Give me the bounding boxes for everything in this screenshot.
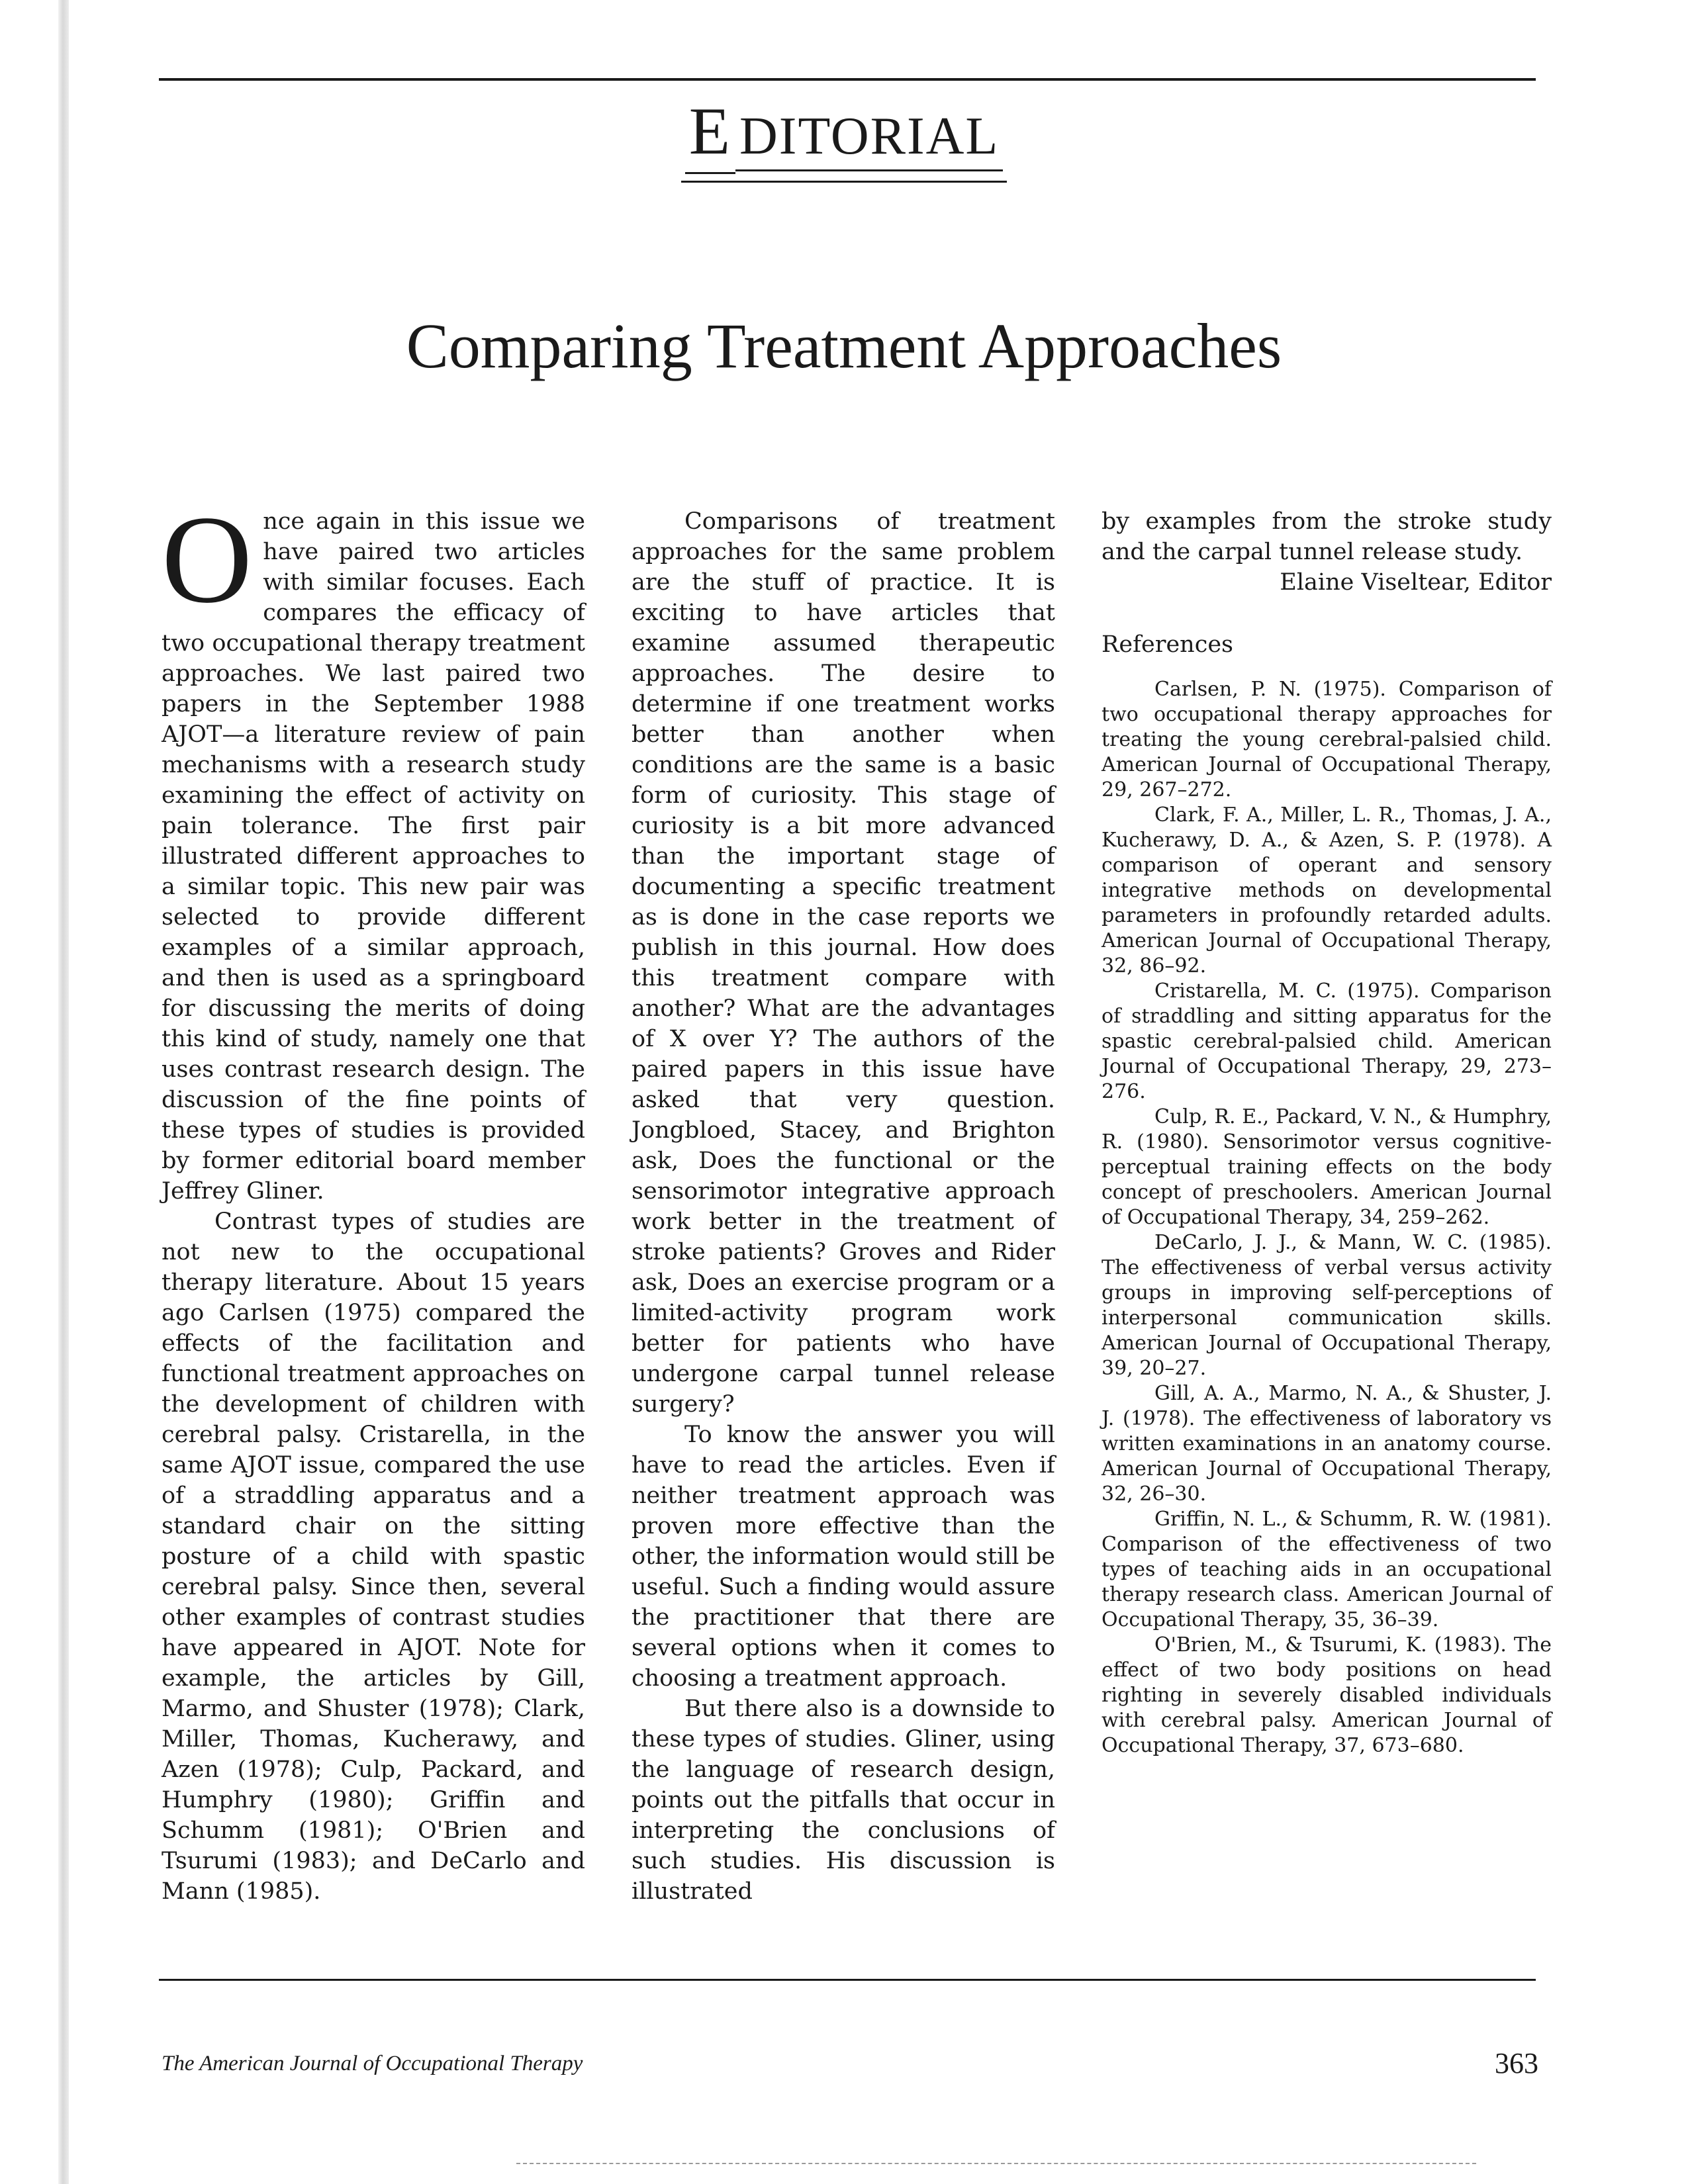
reference-item: Griffin, N. L., & Schumm, R. W. (1981). Comparison of the effectiveness of two types of teaching aids in an occupational therapy research class. American Journal of Occupational Therapy, 35, 36–39.: [1102, 1508, 1552, 1631]
section-heading-rest: DITORIAL: [735, 110, 1003, 171]
footer-rule: [159, 1979, 1536, 1981]
reference-item: DeCarlo, J. J., & Mann, W. C. (1985). The effectiveness of verbal versus activity groups in improving self-perceptions of interpersonal communication skills. American Journal of Occupational Therapy, 39, 20–27.: [1102, 1231, 1552, 1380]
reference-item: Cristarella, M. C. (1975). Comparison of straddling and sitting apparatus for the spastic cerebral-palsied child. American Journal of Occupational Therapy, 29, 273–276.: [1102, 979, 1552, 1103]
reference-item: Clark, F. A., Miller, L. R., Thomas, J. A., Kucherawy, D. A., & Azen, S. P. (1978). A comparison of operant and sensory integrative methods on developmental parameters in profoundly retarded adults. American Journal of Occupational Therapy, 32, 86–92.: [1102, 803, 1552, 978]
reference-item: Carlsen, P. N. (1975). Comparison of two occupational therapy approaches for treating the young cerebral-palsied child. American Journal of Occupational Therapy, 29, 267–272.: [1102, 678, 1552, 801]
reference-item: Gill, A. A., Marmo, N. A., & Shuster, J. J. (1978). The effectiveness of laboratory vs written examinations in an anatomy course. American Journal of Occupational Therapy, 32, 26–30.: [1102, 1382, 1552, 1506]
column-1-paragraph-2: Contrast types of studies are not new to the occupational therapy literature. About 15 years ago Carlsen (1975) compared the effects of the facilitation and functional treatment approaches on the development of children with cerebral palsy. Cristarella, in the same AJOT issue, compared the use of a straddling apparatus and a standard chair on the sitting posture of a child with spastic cerebral palsy. Since then, several other examples of contrast studies have appeared in AJOT. Note for example, the articles by Gill, Marmo, and Shuster (1978); Clark, Miller, Thomas, Kucherawy, and Azen (1978); Culp, Packard, and Humphry (1980); Griffin and Schumm (1981); O'Brien and Tsurumi (1983); and DeCarlo and Mann (1985).: [162, 1208, 585, 1905]
column-2: [632, 506, 1055, 1907]
article-title: Comparing Treatment Approaches: [406, 310, 1282, 381]
header-rule: [159, 78, 1536, 81]
column-3: [1102, 506, 1552, 1758]
scan-artifact: [516, 2163, 1476, 2164]
column-1-paragraph-1: [162, 490, 585, 1206]
section-heading-initial: E: [685, 98, 735, 174]
editor-signature: Elaine Viseltear, Editor: [1280, 569, 1552, 596]
column-1-paragraph-1-text: nce again in this issue we have paired two articles with similar focuses. Each compares the efficacy of two occupational therapy treatment approaches. We last paired two papers in the September 1988 AJOT—a literature review of pain mechanisms with a research study examining the effect of activity on pain tolerance. The first pair illustrated different approaches to a similar topic. This new pair was selected to provide different examples of a similar approach, and then is used as a springboard for discussing the merits of doing this kind of study, namely one that uses contrast research design. The discussion of the fine points of these types of studies is provided by former editorial board member Jeffrey Gliner.: [162, 508, 585, 1205]
reference-item: O'Brien, M., & Tsurumi, K. (1983). The effect of two body positions on head righting in severely disabled individuals with cerebral palsy. American Journal of Occupational Therapy, 37, 673–680.: [1102, 1633, 1552, 1757]
column-2-paragraph-2: To know the answer you will have to read the articles. Even if neither treatment approach was proven more effective than the other, the information would still be useful. Such a finding would assure the practitioner that there are several options when it comes to choosing a treatment approach.: [632, 1422, 1055, 1692]
page-number: 363: [1495, 2047, 1538, 2079]
column-2-paragraph-1: Comparisons of treatment approaches for the same problem are the stuff of practice. It is exciting to have articles that examine assumed therapeutic approaches. The desire to determine if one treatment works better than another when conditions are the same is a basic form of curiosity. This stage of curiosity is a bit more advanced than the important stage of documenting a specific treatment as is done in the case reports we publish in this journal. How does this treatment compare with another? What are the advantages of X over Y? The authors of the paired papers in this issue have asked that very question. Jongbloed, Stacey, and Brighton ask, Does the functional or the sensorimotor integrative approach work better in the treatment of stroke patients? Groves and Rider ask, Does an exercise program or a limited-activity program work better for patients who have undergone carpal tunnel release surgery?: [632, 508, 1055, 1418]
column-1: [162, 490, 585, 1907]
reference-item: Culp, R. E., Packard, V. N., & Humphry, R. (1980). Sensorimotor versus cognitive-perceptual training effects on the body concept of preschoolers. American Journal of Occupational Therapy, 34, 259–262.: [1102, 1105, 1552, 1229]
drop-cap: O: [162, 490, 253, 629]
column-3-paragraph-1: by examples from the stroke study and the carpal tunnel release study.: [1102, 508, 1552, 565]
references-heading: References: [1102, 631, 1233, 658]
references-list: [1102, 677, 1552, 1758]
footer-journal-name: The American Journal of Occupational Therapy: [162, 2052, 583, 2075]
column-2-paragraph-3: But there also is a downside to these types of studies. Gliner, using the language of research design, points out the pitfalls that occur in interpreting the conclusions of such studies. His discussion is illustrated: [632, 1696, 1055, 1905]
section-heading: [0, 94, 1688, 183]
